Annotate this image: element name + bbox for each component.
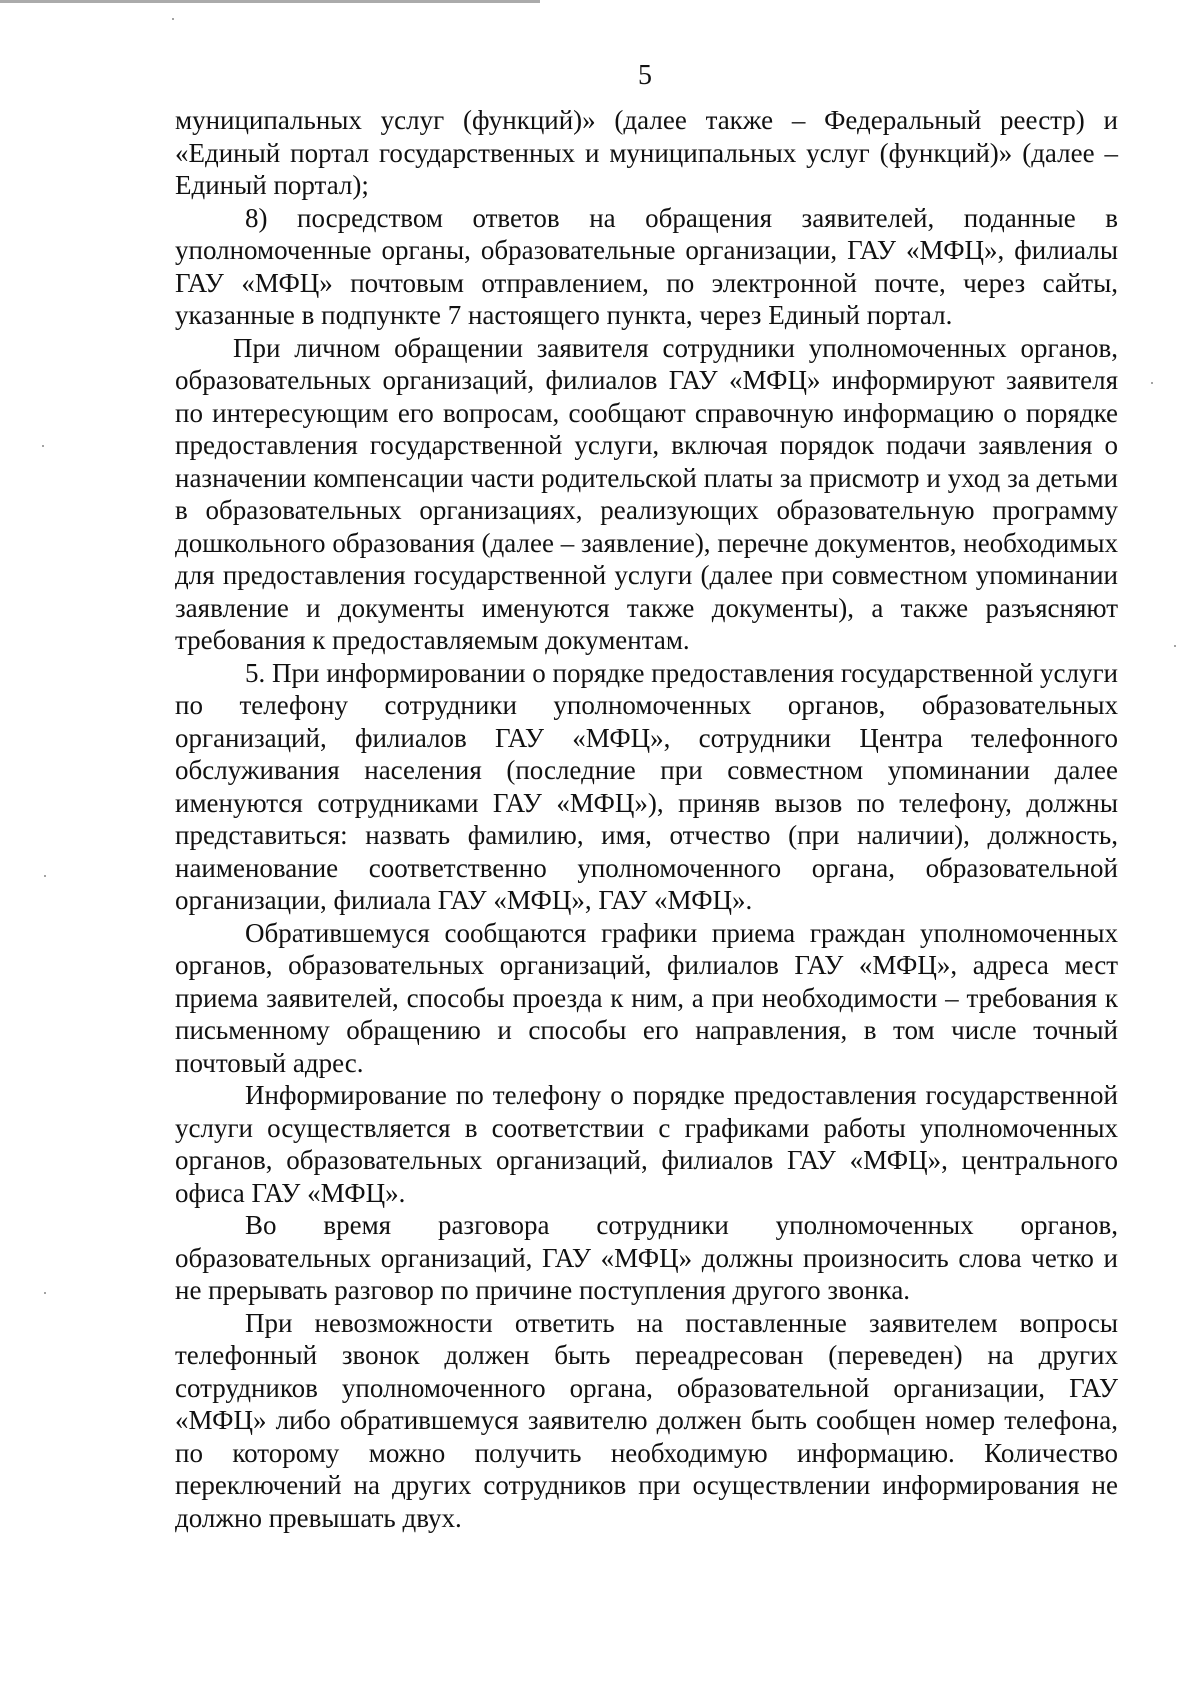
paragraph: Информирование по телефону о порядке предоставления государственной услуги осуществляется в соответствии с графиками работы уполномоченных органов, образовательных организаций, филиалов ГАУ «МФЦ», центрального офиса ГАУ «МФЦ».	[175, 1080, 1118, 1208]
scan-speck	[42, 445, 44, 447]
paragraph: муниципальных услуг (функций)» (далее также – Федеральный реестр) и «Единый портал государственных и муниципальных услуг (функций)» (далее – Единый портал);	[175, 105, 1118, 200]
scan-speck	[1151, 382, 1153, 384]
paragraph: 8) посредством ответов на обращения заявителей, поданные в уполномоченные органы, образовательные организации, ГАУ «МФЦ», филиалы ГАУ «МФЦ» почтовым отправлением, по электронной почте, через сайты, указанные в подпункте 7 настоящего пункта, через Единый портал.	[175, 202, 1118, 330]
scan-speck	[172, 18, 174, 20]
paragraph: При личном обращении заявителя сотрудники уполномоченных органов, образовательных организаций, филиалов ГАУ «МФЦ» информируют заявителя по интересующим его вопросам, сообщают справочную информацию о порядке предоставления государственной услуги, включая порядок подачи заявления о назначении компенсации части родительской платы за присмотр и уход за детьми в образовательных организациях, реализующих образовательную программу дошкольного образования (далее – заявление), перечне документов, необходимых для предоставления государственной услуги (далее при совместном упоминании заявление и документы именуются также документы), а также разъясняют требования к предоставляемым документам.	[175, 332, 1118, 655]
page-number: 5	[638, 60, 652, 91]
document-body	[175, 104, 1118, 1534]
paragraph: Обратившемуся сообщаются графики приема граждан уполномоченных органов, образовательных организаций, филиалов ГАУ «МФЦ», адреса мест приема заявителей, способы проезда к ним, а при необходимости – требования к письменному обращению и способы его направления, в том числе точный почтовый адрес.	[175, 917, 1118, 1078]
paragraph: При невозможности ответить на поставленные заявителем вопросы телефонный звонок должен быть переадресован (переведен) на других сотрудников уполномоченного органа, образовательной организации, ГАУ «МФЦ» либо обратившемуся заявителю должен быть сообщен номер телефона, по которому можно получить необходимую информацию. Количество переключений на других сотрудников при осуществлении информирования не должно превышать двух.	[175, 1307, 1118, 1533]
paragraph: 5. При информировании о порядке предоставления государственной услуги по телефону сотрудники уполномоченных органов, образовательных организаций, филиалов ГАУ «МФЦ», сотрудники Центра телефонного обслуживания населения (последние при совместном упоминании далее именуются сотрудниками ГАУ «МФЦ»), приняв вызов по телефону, должны представиться: назвать фамилию, имя, отчество (при наличии), должность, наименование соответственно уполномоченного органа, образовательной организации, филиала ГАУ «МФЦ», ГАУ «МФЦ».	[175, 657, 1118, 915]
paragraph: Во время разговора сотрудники уполномоченных органов, образовательных организаций, ГАУ «МФЦ» должны произносить слова четко и не прерывать разговор по причине поступления другого звонка.	[175, 1210, 1118, 1305]
scan-speck	[44, 1292, 46, 1294]
scan-speck	[44, 875, 46, 877]
scan-edge-mark	[0, 0, 540, 3]
scan-speck	[1174, 645, 1176, 647]
